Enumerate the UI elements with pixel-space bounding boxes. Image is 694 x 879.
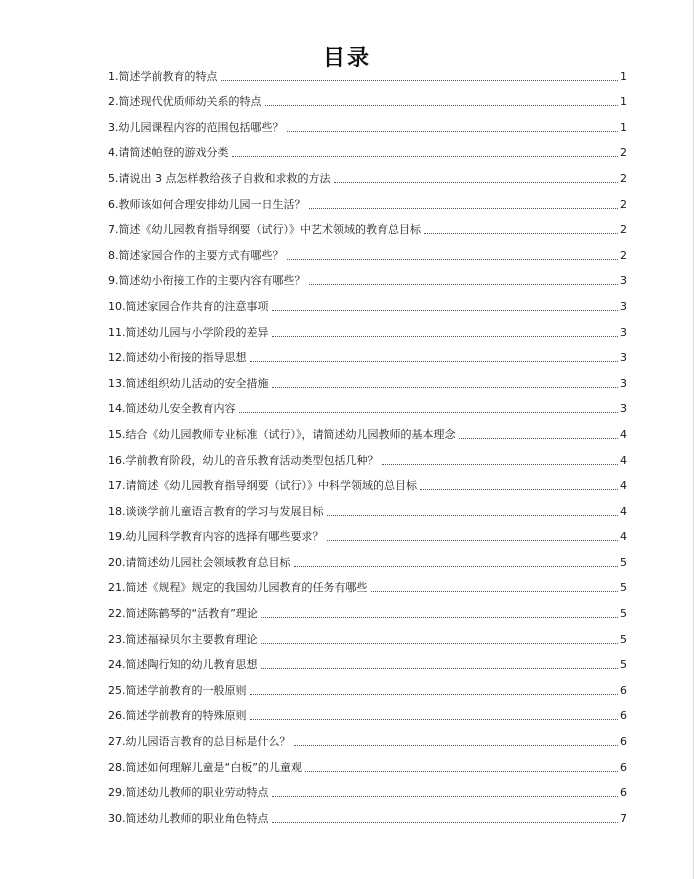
toc-dot-leader <box>371 591 619 592</box>
toc-dot-leader <box>424 233 618 234</box>
toc-page-number: 2 <box>620 223 627 237</box>
toc-dot-leader <box>272 796 619 797</box>
toc-page-number: 5 <box>620 581 627 595</box>
toc-page-number: 4 <box>620 504 627 518</box>
toc-entry-title: 2.简述现代优质师幼关系的特点 <box>108 95 262 109</box>
toc-page-number: 3 <box>620 274 627 288</box>
toc-entry[interactable] <box>108 391 627 417</box>
toc-page-number: 6 <box>620 760 627 774</box>
toc-page-number: 5 <box>620 658 627 672</box>
toc-dot-leader <box>250 361 619 362</box>
toc-entry[interactable] <box>108 160 627 186</box>
toc-entry[interactable] <box>108 723 627 749</box>
toc-entry-title: 24.简述陶行知的幼儿教育思想 <box>108 658 258 672</box>
toc-entry[interactable] <box>108 340 627 366</box>
toc-dot-leader <box>287 259 619 260</box>
toc-entry[interactable] <box>108 621 627 647</box>
toc-entry[interactable] <box>108 544 627 570</box>
toc-entry-title: 11.简述幼儿园与小学阶段的差异 <box>108 325 269 339</box>
toc-entry-title: 12.简述幼小衔接的指导思想 <box>108 351 247 365</box>
toc-page-number: 7 <box>620 811 627 825</box>
toc-entry-title: 16.学前教育阶段，幼儿的音乐教育活动类型包括几种？ <box>108 453 379 467</box>
toc-entry-title: 7.简述《幼儿园教育指导纲要（试行）》中艺术领域的教育总目标 <box>108 223 421 237</box>
toc-page-number: 4 <box>620 427 627 441</box>
toc-dot-leader <box>272 310 619 311</box>
toc-entry-title: 30.简述幼儿教师的职业角色特点 <box>108 811 269 825</box>
toc-page-number: 3 <box>620 325 627 339</box>
toc-entry-title: 23.简述福禄贝尔主要教育理论 <box>108 632 258 646</box>
toc-dot-leader <box>261 668 619 669</box>
toc-entry[interactable] <box>108 698 627 724</box>
toc-entry[interactable] <box>108 416 627 442</box>
toc-entry[interactable] <box>108 749 627 775</box>
toc-page-number: 2 <box>620 248 627 262</box>
toc-dot-leader <box>294 566 619 567</box>
toc-dot-leader <box>272 387 619 388</box>
toc-entry-title: 14.简述幼儿安全教育内容 <box>108 402 236 416</box>
toc-dot-leader <box>239 412 619 413</box>
toc-page-number: 4 <box>620 453 627 467</box>
toc-page-number: 6 <box>620 786 627 800</box>
toc-entry-title: 29.简述幼儿教师的职业劳动特点 <box>108 786 269 800</box>
toc-entry[interactable] <box>108 109 627 135</box>
toc-entry[interactable] <box>108 84 627 110</box>
toc-page-number: 2 <box>620 197 627 211</box>
toc-page-number: 6 <box>620 683 627 697</box>
toc-entry[interactable] <box>108 135 627 161</box>
toc-dot-leader <box>250 719 619 720</box>
toc-entry-title: 17.请简述《幼儿园教育指导纲要（试行）》中科学领域的总目标 <box>108 479 417 493</box>
toc-entry-title: 19.幼儿园科学教育内容的选择有哪些要求？ <box>108 530 324 544</box>
toc-page-number: 1 <box>620 95 627 109</box>
toc-entry[interactable] <box>108 442 627 468</box>
toc-entry[interactable] <box>108 647 627 673</box>
toc-entry-title: 9.简述幼小衔接工作的主要内容有哪些？ <box>108 274 306 288</box>
toc-entry-title: 6.教师该如何合理安排幼儿园一日生活？ <box>108 197 306 211</box>
toc-page-number: 4 <box>620 530 627 544</box>
toc-dot-leader <box>309 284 619 285</box>
toc-entry[interactable] <box>108 365 627 391</box>
toc-entry[interactable] <box>108 468 627 494</box>
toc-entry[interactable] <box>108 570 627 596</box>
toc-entry-title: 4.请简述帕登的游戏分类 <box>108 146 229 160</box>
toc-page-number: 4 <box>620 479 627 493</box>
toc-entry-title: 22.简述陈鹤琴的“活教育”理论 <box>108 607 258 621</box>
toc-entry-title: 8.简述家园合作的主要方式有哪些？ <box>108 248 284 262</box>
toc-page-number: 5 <box>620 607 627 621</box>
toc-dot-leader <box>305 771 618 772</box>
toc-page-number: 2 <box>620 171 627 185</box>
toc-page-number: 3 <box>620 299 627 313</box>
toc-page-number: 3 <box>620 351 627 365</box>
toc-dot-leader <box>459 438 619 439</box>
toc-dot-leader <box>261 643 619 644</box>
toc-entry-title: 20.请简述幼儿园社会领域教育总目标 <box>108 555 291 569</box>
toc-entry[interactable] <box>108 775 627 801</box>
toc-entry[interactable] <box>108 186 627 212</box>
toc-entry[interactable] <box>108 58 627 84</box>
toc-dot-leader <box>261 617 618 618</box>
toc-entry[interactable] <box>108 672 627 698</box>
toc-entry[interactable] <box>108 800 627 826</box>
toc-dot-leader <box>272 822 619 823</box>
toc-dot-leader <box>294 745 619 746</box>
toc-page-number: 5 <box>620 632 627 646</box>
toc-entry-title: 25.简述学前教育的一般原则 <box>108 683 247 697</box>
toc-entry-title: 15.结合《幼儿园教师专业标准（试行）》，请简述幼儿园教师的基本理念 <box>108 427 456 441</box>
toc-dot-leader <box>327 540 619 541</box>
toc-dot-leader <box>287 131 619 132</box>
toc-entry-title: 10.简述家园合作共育的注意事项 <box>108 299 269 313</box>
table-of-contents <box>108 58 627 826</box>
toc-entry-title: 26.简述学前教育的特殊原则 <box>108 709 247 723</box>
toc-page-number: 6 <box>620 735 627 749</box>
toc-entry[interactable] <box>108 237 627 263</box>
toc-page-number: 1 <box>620 69 627 83</box>
toc-dot-leader <box>309 208 619 209</box>
toc-page-number: 5 <box>620 555 627 569</box>
toc-page-number: 1 <box>620 120 627 134</box>
toc-entry[interactable] <box>108 263 627 289</box>
toc-dot-leader <box>382 464 619 465</box>
toc-dot-leader <box>265 105 619 106</box>
toc-entry-title: 5.请说出 3 点怎样教给孩子自救和求救的方法 <box>108 171 331 185</box>
page-title: 目录 <box>322 45 371 71</box>
toc-page-number: 3 <box>620 376 627 390</box>
toc-entry-title: 21.简述《规程》规定的我国幼儿园教育的任务有哪些 <box>108 581 368 595</box>
toc-page-number: 3 <box>620 402 627 416</box>
toc-entry-title: 1.简述学前教育的特点 <box>108 69 218 83</box>
toc-entry[interactable] <box>108 519 627 545</box>
toc-dot-leader <box>334 182 619 183</box>
toc-entry-title: 27.幼儿园语言教育的总目标是什么？ <box>108 735 291 749</box>
toc-page-number: 2 <box>620 146 627 160</box>
toc-entry[interactable] <box>108 314 627 340</box>
toc-entry-title: 13.简述组织幼儿活动的安全措施 <box>108 376 269 390</box>
toc-entry[interactable] <box>108 288 627 314</box>
toc-dot-leader <box>272 336 619 337</box>
toc-dot-leader <box>250 694 619 695</box>
toc-dot-leader <box>221 80 619 81</box>
toc-page-number: 6 <box>620 709 627 723</box>
toc-entry[interactable] <box>108 493 627 519</box>
toc-dot-leader <box>327 515 619 516</box>
toc-dot-leader <box>232 156 619 157</box>
toc-entry-title: 3.幼儿园课程内容的范围包括哪些？ <box>108 120 284 134</box>
toc-entry-title: 18.谈谈学前儿童语言教育的学习与发展目标 <box>108 504 324 518</box>
toc-dot-leader <box>420 489 618 490</box>
toc-entry-title: 28.简述如何理解儿童是“白板”的儿童观 <box>108 760 302 774</box>
toc-entry[interactable] <box>108 212 627 238</box>
toc-entry[interactable] <box>108 595 627 621</box>
